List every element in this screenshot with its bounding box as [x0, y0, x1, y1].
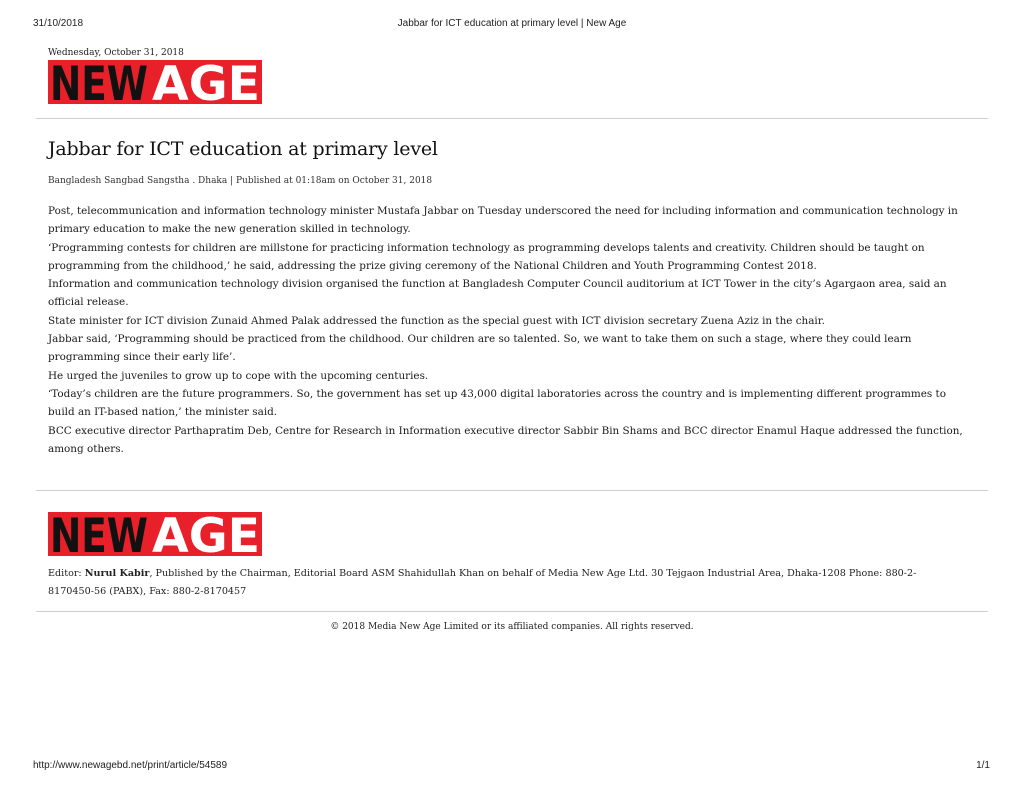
editor-name: Nurul Kabir	[84, 568, 150, 579]
logo-text-age: AGE	[152, 512, 260, 556]
print-date: 31/10/2018	[33, 18, 84, 29]
article-paragraph: Jabbar said, ‘Programming should be practiced from the childhood. Our children are so talented. So, we want to take them on such a stage, where they could learn programming since their early life’.	[48, 333, 912, 364]
article-headline: Jabbar for ICT education at primary level	[48, 138, 438, 160]
divider-middle	[36, 490, 988, 491]
article-paragraph: He urged the juveniles to grow up to cope with the upcoming centuries.	[48, 369, 429, 382]
article-paragraph: Information and communication technology division organised the function at Bangladesh Computer Council auditorium at ICT Tower in the city’s Agargaon area, said an official release.	[48, 278, 947, 309]
editor-label: Editor:	[48, 568, 85, 579]
print-page-number: 1/1	[976, 760, 990, 771]
article-paragraph: ‘Today’s children are the future programmers. So, the government has set up 43,000 digital laboratories across the country and is implementing different programmes to build an IT-based nation,’ the minister said.	[48, 387, 946, 419]
newage-logo[interactable]	[48, 60, 262, 104]
publisher-info: , Published by the Chairman, Editorial Board ASM Shahidullah Khan on behalf of Media New Age Ltd. 30 Tejgaon Industrial Area, Dhaka-1208 Phone: 880-2-8170450-56 (PABX), Fax: 880-2-8170457	[48, 568, 917, 597]
article-paragraph: BCC executive director Parthapratim Deb, Centre for Research in Information executive director Sabbir Bin Shams and BCC director Enamul Haque addressed the function, among others.	[48, 424, 963, 455]
article-paragraph: State minister for ICT division Zunaid Ahmed Palak addressed the function as the special guest with ICT division secretary Zuena Aziz in the chair.	[48, 314, 825, 327]
copyright-notice: © 2018 Media New Age Limited or its affiliated companies. All rights reserved.	[330, 622, 694, 632]
print-title: Jabbar for ICT education at primary level | New Age	[397, 18, 627, 29]
article-body	[48, 202, 968, 458]
masthead-date: Wednesday, October 31, 2018	[48, 48, 184, 58]
newage-logo-footer[interactable]	[48, 512, 262, 556]
logo-text-new: NEW	[50, 60, 148, 104]
article-byline: Bangladesh Sangbad Sangstha . Dhaka | Published at 01:18am on October 31, 2018	[48, 176, 433, 186]
divider-bottom	[36, 611, 988, 612]
article-paragraph: Post, telecommunication and information technology minister Mustafa Jabbar on Tuesday underscored the need for including information and communication technology in primary education to make the new generation skilled in technology.	[48, 205, 958, 236]
print-url[interactable]: http://www.newagebd.net/print/article/54589	[33, 760, 228, 771]
article-paragraph: ‘Programming contests for children are millstone for practicing information technology as programming develops talents and creativity. Children should be taught on programming from the childhood,’ he said, addressing the prize giving ceremony of the National Children and Youth Programming Contest 2018.	[48, 241, 925, 272]
divider-top	[36, 118, 988, 119]
logo-text-new: NEW	[50, 512, 148, 556]
logo-text-age: AGE	[152, 60, 260, 104]
editor-info	[48, 565, 958, 601]
